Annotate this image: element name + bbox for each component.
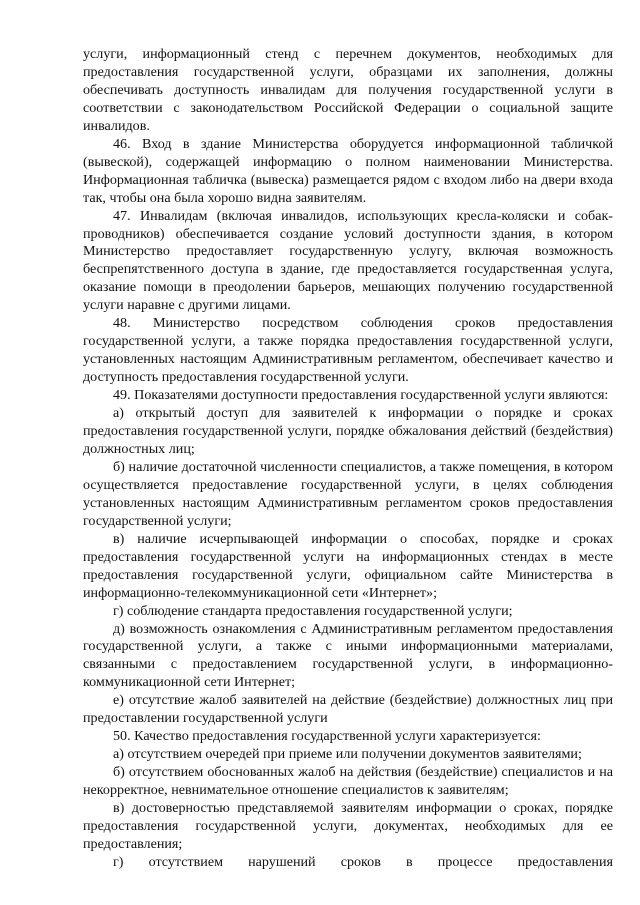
paragraph-49: 49. Показателями доступности предоставления государственной услуги являются: bbox=[113, 387, 609, 404]
paragraph-50: 50. Качество предоставления государственной услуги характеризуется: bbox=[113, 728, 541, 745]
paragraph-49-e: е) отсутствие жалоб заявителей на действие (бездействие) должностных лиц при предоставлении государственной услуги bbox=[83, 692, 613, 727]
paragraph-49-d: д) возможность ознакомления с Административным регламентом предоставления государственной услуги, а также с иными информационными материалами, связанными с предоставлением государственной услуги, в информационно-коммуникационной сети Интернет; bbox=[83, 620, 613, 691]
paragraph-49-g: г) соблюдение стандарта предоставления государственной услуги; bbox=[113, 602, 513, 619]
paragraph-49-b: б) наличие достаточной численности специалистов, а также помещения, в котором осуществляется предоставление государственной услуги, в целях соблюдения установленных настоящим Административным регламентом сроков предоставления государственной услуги; bbox=[83, 458, 613, 529]
paragraph-49-a: а) открытый доступ для заявителей к информации о порядке и сроках предоставления государственной услуги, порядке обжалования действий (бездействия) должностных лиц; bbox=[83, 405, 613, 457]
paragraph-continuation: услуги, информационный стенд с перечнем документов, необходимых для предоставления государственной услуги, образцами их заполнения, должны обеспечивать доступность инвалидам для получения государственной услуги в соответствии с законодательством Российской Федерации о социальной защите инвалидов. bbox=[83, 46, 613, 134]
paragraph-50-g: г) отсутствием нарушений сроков в процессе предоставления bbox=[113, 853, 613, 870]
paragraph-47: 47. Инвалидам (включая инвалидов, использующих кресла-коляски и собак-проводников) обеспечивается создание условий доступности здания, в котором Министерство предоставляет государственную услугу, включая возможность беспрепятственного доступа в здание, где предоставляется государственная услуга, оказание помощи в преодолении барьеров, мешающих получению государственной услуги наравне с другими лицами. bbox=[83, 207, 613, 314]
paragraph-48: 48. Министерство посредством соблюдения сроков предоставления государственной услуги, а также порядка предоставления государственной услуги, установленных настоящим Административным регламентом, обеспечивает качество и доступность предоставления государственной услуги. bbox=[83, 315, 613, 386]
paragraph-50-b: б) отсутствием обоснованных жалоб на действия (бездействие) специалистов и на некорректное, невнимательное отношение специалистов к заявителям; bbox=[83, 764, 613, 799]
paragraph-49-v: в) наличие исчерпывающей информации о способах, порядке и сроках предоставления государственной услуги на информационных стендах в месте предоставления государственной услуги, официальном сайте Министерства в информационно-телекоммуникационной сети «Интернет»; bbox=[83, 530, 613, 601]
paragraph-50-v: в) достоверностью представляемой заявителям информации о сроках, порядке предоставления государственной услуги, документах, необходимых для ее предоставления; bbox=[83, 800, 613, 852]
paragraph-46: 46. Вход в здание Министерства оборудуется информационной табличкой (вывеской), содержащей информацию о полном наименовании Министерства. Информационная табличка (вывеска) размещается рядом с входом либо на двери входа так, чтобы она была хорошо видна заявителям. bbox=[83, 135, 613, 206]
document-page bbox=[83, 46, 613, 872]
paragraph-50-a: а) отсутствием очередей при приеме или получении документов заявителями; bbox=[113, 746, 582, 763]
